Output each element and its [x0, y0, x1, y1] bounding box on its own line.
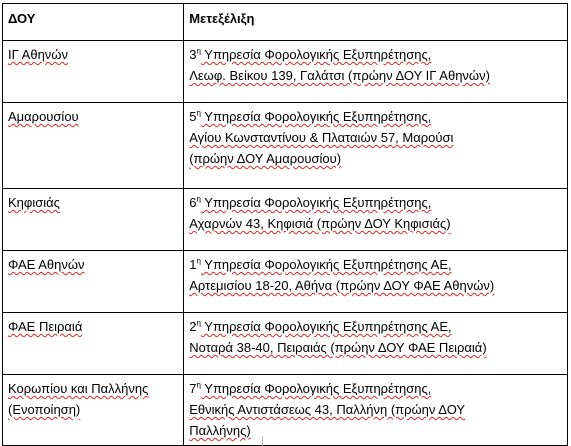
evolution-cell	[184, 251, 568, 313]
evolution-line-1	[189, 192, 562, 213]
doy-name: Κορωπίου και Παλλήνης	[8, 381, 149, 396]
ordinal-suffix: η	[196, 194, 201, 204]
header-doy: ΔΟΥ	[3, 4, 184, 41]
table-row	[3, 375, 568, 446]
service-name: Υπηρεσία Φορολογικής Εξυπηρέτησης ΑΕ,	[200, 319, 452, 334]
evolution-line-3: Παλλήνης)	[189, 423, 251, 438]
ordinal-number: 5	[189, 109, 197, 124]
evolution-line-2: Λεωφ. Βείκου 139, Γαλάτσι (πρώην ΔΟΥ ΙΓ Αθηνών)	[189, 68, 490, 83]
evolution-cell	[184, 189, 568, 251]
ordinal-number: 1	[189, 257, 197, 272]
service-name: Υπηρεσία Φορολογικής Εξυπηρέτησης,	[200, 109, 432, 124]
evolution-line-1	[189, 44, 562, 65]
evolution-line-2: Αγίου Κωνσταντίνου & Πλαταιών 57, Μαρούσι	[189, 130, 454, 145]
doy-cell	[3, 251, 184, 313]
page-edge-marker	[262, 436, 263, 446]
doy-table	[2, 3, 568, 446]
evolution-line-1	[189, 106, 562, 127]
ordinal-number: 3	[189, 47, 197, 62]
service-name: Υπηρεσία Φορολογικής Εξυπηρέτησης,	[200, 47, 432, 62]
doy-name: ΦΑΕ Αθηνών	[8, 257, 85, 272]
ordinal-number: 6	[189, 195, 197, 210]
evolution-line-2: Νοταρά 38-40, Πειραιάς (πρώην ΔΟΥ ΦΑΕ Πειραιά)	[189, 340, 487, 355]
evolution-line-1	[189, 316, 562, 337]
service-name: Υπηρεσία Φορολογικής Εξυπηρέτησης ΑΕ,	[200, 257, 452, 272]
ordinal-suffix: η	[196, 380, 201, 390]
ordinal-suffix: η	[196, 256, 201, 266]
table-row	[3, 41, 568, 103]
ordinal-suffix: η	[196, 46, 201, 56]
doy-name: ΦΑΕ Πειραιά	[8, 319, 83, 334]
evolution-line-1	[189, 378, 562, 399]
table-row	[3, 313, 568, 375]
evolution-line-2: Εθνικής Αντιστάσεως 43, Παλλήνη (πρώην ΔΟΥ	[189, 402, 466, 417]
table-row	[3, 189, 568, 251]
ordinal-suffix: η	[196, 318, 201, 328]
service-name: Υπηρεσία Φορολογικής Εξυπηρέτησης,	[200, 195, 432, 210]
doy-cell	[3, 41, 184, 103]
doy-cell	[3, 189, 184, 251]
doy-cell	[3, 375, 184, 446]
header-evolution: Μετεξέλιξη	[184, 4, 568, 41]
doy-name: ΙΓ Αθηνών	[8, 47, 68, 62]
evolution-cell	[184, 375, 568, 446]
evolution-line-3: (πρώην ΔΟΥ Αμαρουσίου)	[189, 151, 342, 166]
ordinal-number: 7	[189, 381, 197, 396]
table-header-row	[3, 4, 568, 41]
table-row	[3, 103, 568, 189]
evolution-line-1	[189, 254, 562, 275]
evolution-cell	[184, 41, 568, 103]
evolution-cell	[184, 313, 568, 375]
doy-note: (Ενοποίηση)	[8, 402, 81, 417]
doy-cell	[3, 313, 184, 375]
service-name: Υπηρεσία Φορολογικής Εξυπηρέτησης,	[200, 381, 432, 396]
evolution-line-2: Αρτεμισίου 18-20, Αθήνα (πρώην ΔΟΥ ΦΑΕ Αθηνών)	[189, 278, 495, 293]
doy-name: Αμαρουσίου	[8, 109, 79, 124]
ordinal-suffix: η	[196, 108, 201, 118]
doy-name: Κηφισιάς	[8, 195, 60, 210]
ordinal-number: 2	[189, 319, 197, 334]
evolution-cell	[184, 103, 568, 189]
table-row	[3, 251, 568, 313]
doy-cell	[3, 103, 184, 189]
evolution-line-2: Αχαρνών 43, Κηφισιά (πρώην ΔΟΥ Κηφισιάς)	[189, 216, 451, 231]
